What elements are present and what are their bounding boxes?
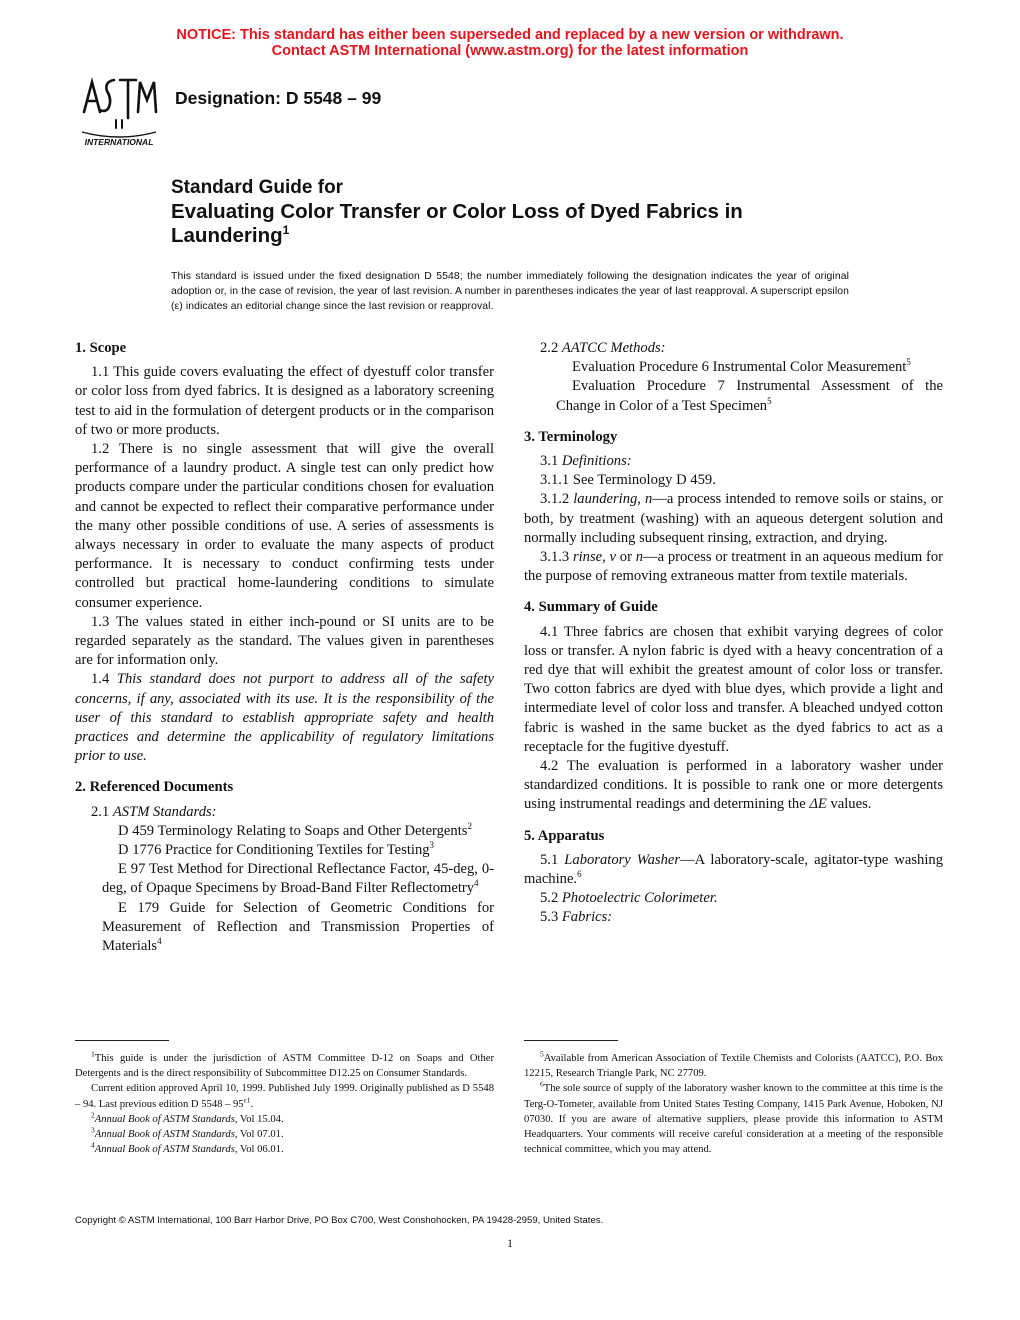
withdrawn-notice <box>0 27 1020 59</box>
section-heading-terminology: 3. Terminology <box>524 428 618 445</box>
paragraph-3-1-2: 3.1.2 laundering, n—a process intended to remove soils or stains, or both, by treatment (washing) with an aqueous detergent solution and normally including subsequent rinsing, extraction, and drying. <box>524 491 943 546</box>
title-line-2: Evaluating Color Transfer or Color Loss of Dyed Fabrics in <box>171 200 743 223</box>
footnote-divider <box>524 1040 618 1041</box>
reference-item: E 97 Test Method for Directional Reflectance Factor, 45-deg, 0-deg, of Opaque Specimens by Broad-Band Filter Reflectometry$^4$ <box>102 861 494 897</box>
aatcc-method-item: Evaluation Procedure 6 Instrumental Color Measurement$^5$ <box>572 357 911 376</box>
footnotes-right <box>524 1051 943 1157</box>
paragraph-4-2: 4.2 The evaluation is performed in a laboratory washer under standardized conditions. It is possible to rank one or more detergents using instrumental readings and determining the ΔE values. <box>524 758 943 813</box>
paragraph-4-1: 4.1 Three fabrics are chosen that exhibit varying degrees of color loss or transfer. A nylon fabric is dyed with a heavy concentration of a red dye that will exhibit the greatest amount of color loss or transfer. Two cotton fabrics are dyed with blue dyes, which provide a light and intermediate level of color loss and transfer. A bleached undyed cotton fabric is washed in the same bucket as the dyed fabrics to act as a receptacle for the fugitive dyestuff. <box>524 623 943 755</box>
paragraph-5-2: 5.2 Photoelectric Colorimeter. <box>540 890 718 907</box>
right-column <box>524 339 943 928</box>
footnotes-left <box>75 1051 494 1157</box>
paragraph-3-1: 3.1 Definitions: <box>540 453 632 470</box>
paragraph-5-3: 5.3 Fabrics: <box>540 909 613 926</box>
title-line-3: Laundering$^1$ <box>171 223 290 247</box>
section-heading-summary: 4. Summary of Guide <box>524 599 658 616</box>
section-heading-apparatus: 5. Apparatus <box>524 827 605 844</box>
section-heading-referenced-documents: 2. Referenced Documents <box>75 779 234 796</box>
paragraph-1-2: 1.2 There is no single assessment that will give the overall performance of a laundry product. A single test can only predict how products compare under the particular conditions chosen for evaluation and cannot be expected to reflect their comparative performance under the many other possible conditions of use. A series of assessments is always necessary in order to evaluate the many aspects of product performance. It is necessary to conduct confirming tests under controlled but practical home-laundering conditions to simulate consumer experience. <box>75 441 494 611</box>
paragraph-2-2: 2.2 AATCC Methods: <box>540 340 666 356</box>
footnote-3: $^3$Annual Book of ASTM Standards, Vol 07.01. <box>91 1125 284 1141</box>
paragraph-1-4: 1.4 This standard does not purport to address all of the safety concerns, if any, associated with its use. It is the responsibility of the user of this standard to establish appropriate safety and health practices and determine the applicability of regulatory limitations prior to use. <box>75 671 494 765</box>
paragraph-5-1: 5.1 Laboratory Washer—A laboratory-scale, agitator-type washing machine.$^6$ <box>524 851 944 888</box>
notice-line-2: Contact ASTM International (www.astm.org) for the latest information <box>271 43 749 59</box>
paragraph-3-1-1: 3.1.1 See Terminology D 459. <box>540 472 716 489</box>
notice-line-1: NOTICE: This standard has either been superseded and replaced by a new version or withdrawn. <box>176 27 844 43</box>
footnote-1: $^1$This guide is under the jurisdiction of ASTM Committee D-12 on Soaps and Other Detergents and is the direct responsibility of Subcommittee D12.25 on Consumer Standards. <box>75 1049 494 1080</box>
paragraph-3-1-3: 3.1.3 rinse, v or n—a process or treatment in an aqueous medium for the purpose of removing extraneous matter from textile materials. <box>524 549 943 585</box>
aatcc-method-item: Evaluation Procedure 7 Instrumental Assessment of the Change in Color of a Test Specimen$^5$ <box>556 378 943 414</box>
copyright-line: Copyright © ASTM International, 100 Barr Harbor Drive, PO Box C700, West Conshohocken, PA 19428-2959, United States. <box>75 1215 604 1226</box>
footnote-divider <box>75 1040 169 1041</box>
title-line-1: Standard Guide for <box>171 177 344 198</box>
footnote-1-edition: Current edition approved April 10, 1999. Published July 1999. Originally published as D 5548 – 94. Last previous edition D $5548 - 95^{\varepsilon 1}$. <box>75 1083 494 1110</box>
designation: Designation: D 5548 – 99 <box>175 88 382 108</box>
logo-caption: INTERNATIONAL <box>84 137 154 147</box>
footnote-5: $^5$Available from American Association of Textile Chemists and Colorists (AATCC), P.O. Box 12215, Research Triangle Park, NC 27709. <box>524 1049 943 1080</box>
footnote-2: $^2$Annual Book of ASTM Standards, Vol 15.04. <box>91 1110 284 1125</box>
left-column <box>75 339 494 956</box>
paragraph-1-3: 1.3 The values stated in either inch-pound or SI units are to be regarded separately as the standard. The values given in parentheses are for information only. <box>75 613 494 669</box>
page-number: 1 <box>507 1236 513 1250</box>
document-title <box>171 176 891 248</box>
footnote-4: $^4$Annual Book of ASTM Standards, Vol 06.01. <box>91 1140 284 1156</box>
reference-item: D 459 Terminology Relating to Soaps and Other Detergents$^2$ <box>118 821 472 839</box>
astm-logo <box>76 74 162 148</box>
reference-item: E 179 Guide for Selection of Geometric Conditions for Measurement of Reflection and Transmission Properties of Materials$^4$ <box>102 899 494 955</box>
standard-intro-note: This standard is issued under the fixed designation D 5548; the number immediately following the designation indicates the year of original adoption or, in the case of revision, the year of last revision. A number in parentheses indicates the year of last reapproval. A superscript epsilon (ε) indicates an editorial change since the last revision or reapproval. <box>171 271 849 313</box>
paragraph-1-1: 1.1 This guide covers evaluating the effect of dyestuff color transfer or color loss from dyed fabrics. It is designed as a laboratory screening test to aid in the formulation of detergent products or in the comparison of two or more products. <box>75 364 494 438</box>
section-heading-scope: 1. Scope <box>75 340 127 356</box>
paragraph-2-1: 2.1 ASTM Standards: <box>91 803 217 820</box>
footnote-6: $^6$The sole source of supply of the laboratory washer known to the committee at this time is the Terg-O-Tometer, available from United States Testing Company, 1415 Park Avenue, Hoboken, NJ 07030. If you are aware of alternative suppliers, please provide this information to ASTM Headquarters. Your comments will receive careful consideration at a meeting of the responsible technical committee, which you may attend. <box>524 1079 943 1156</box>
reference-item: D 1776 Practice for Conditioning Textiles for Testing$^3$ <box>118 840 435 859</box>
